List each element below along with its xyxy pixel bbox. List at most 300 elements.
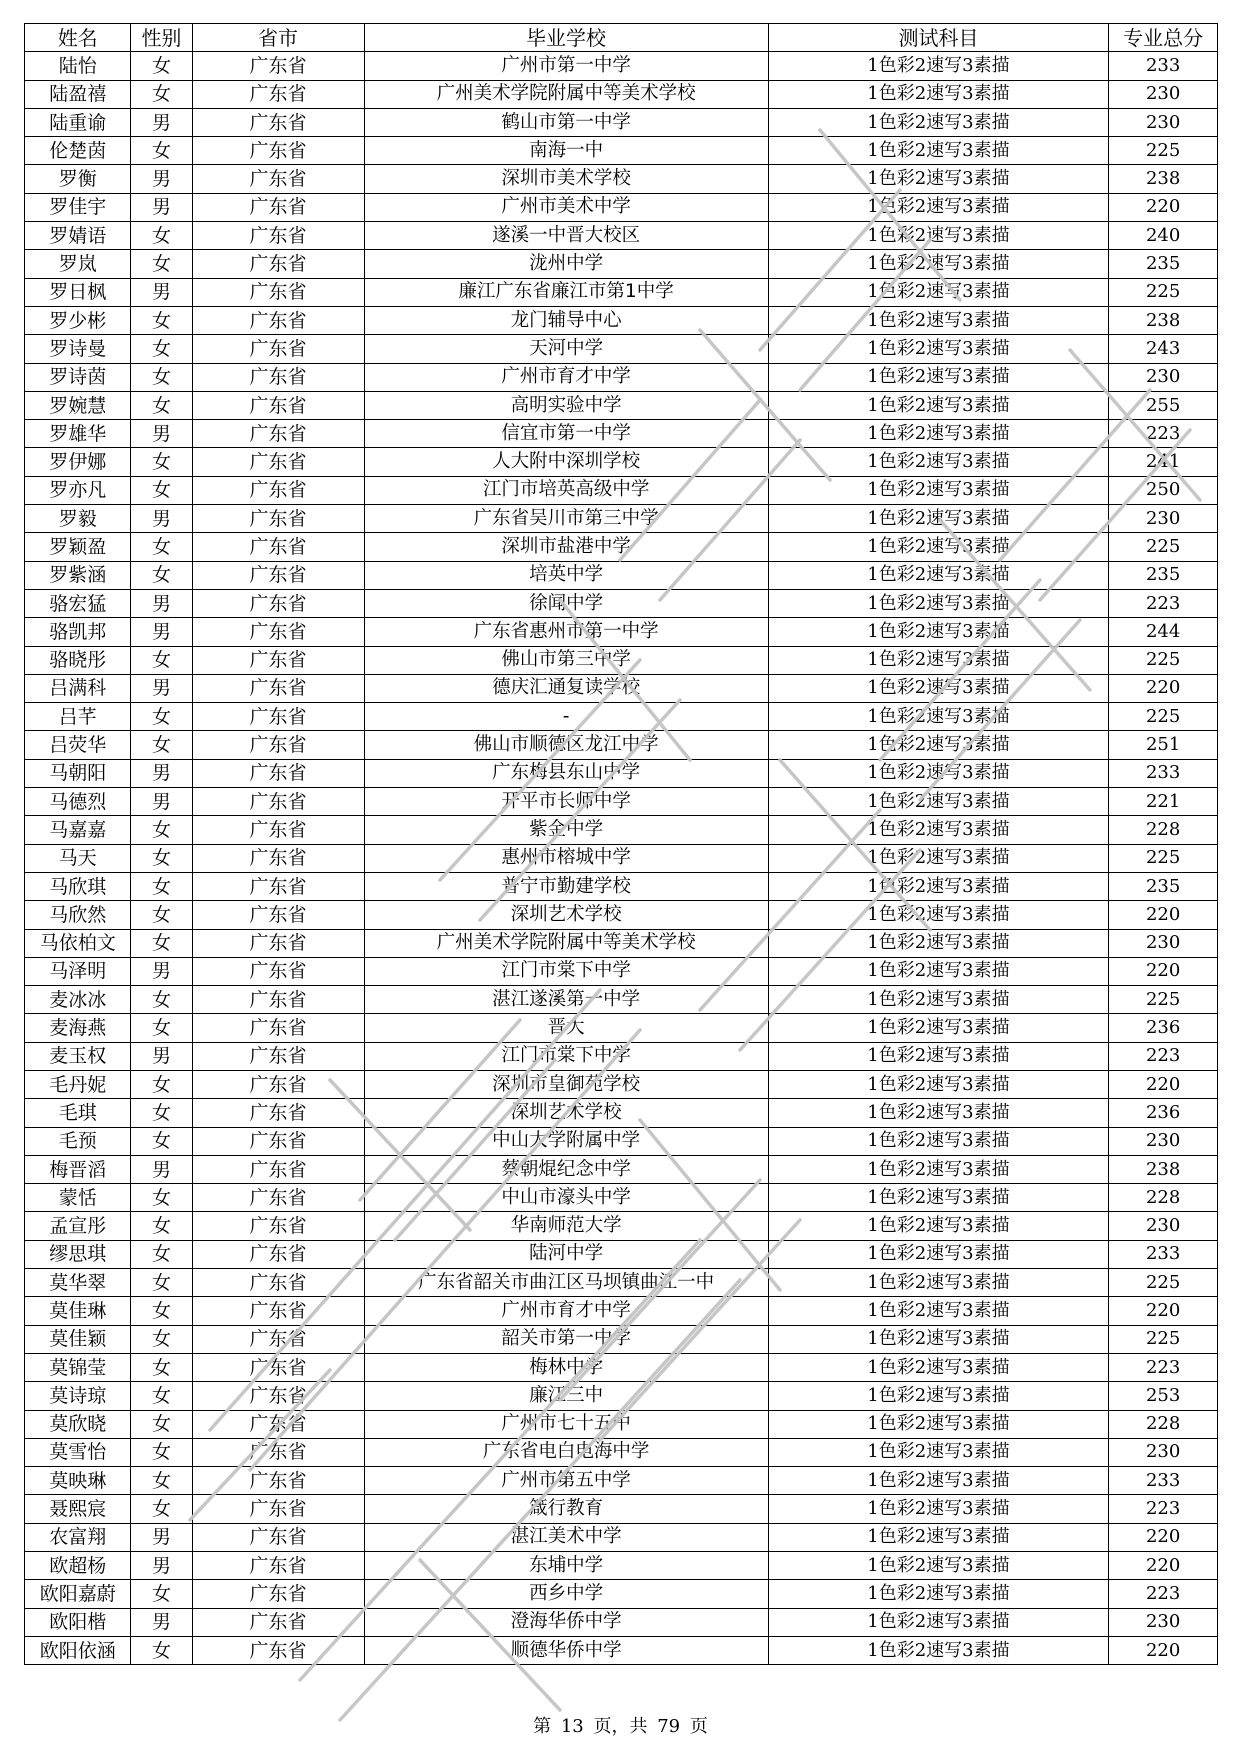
page-footer	[0, 1712, 1241, 1738]
cell-gender: 女	[131, 52, 192, 80]
table-row	[25, 1014, 1218, 1042]
cell-subject: 1色彩2速写3素描	[768, 1269, 1109, 1297]
footer-middle: 页，共	[593, 1716, 648, 1737]
table-row	[25, 646, 1218, 674]
table-row	[25, 1155, 1218, 1183]
cell-gender: 女	[131, 1410, 192, 1438]
header-name: 姓名	[25, 24, 131, 52]
table-row	[25, 420, 1218, 448]
cell-score: 220	[1109, 1552, 1218, 1580]
cell-gender: 女	[131, 1467, 192, 1495]
cell-name: 骆宏猛	[25, 589, 131, 617]
cell-name: 陆怡	[25, 52, 131, 80]
cell-score: 225	[1109, 533, 1218, 561]
cell-name: 毛琪	[25, 1099, 131, 1127]
cell-school: 南海一中	[364, 137, 768, 165]
cell-province: 广东省	[192, 108, 364, 136]
cell-score: 225	[1109, 1325, 1218, 1353]
cell-gender: 男	[131, 278, 192, 306]
header-school: 毕业学校	[364, 24, 768, 52]
cell-subject: 1色彩2速写3素描	[768, 788, 1109, 816]
cell-school: 高明实验中学	[364, 391, 768, 419]
cell-name: 马德烈	[25, 788, 131, 816]
cell-name: 罗佳宇	[25, 193, 131, 221]
cell-gender: 女	[131, 80, 192, 108]
cell-score: 235	[1109, 561, 1218, 589]
cell-school: 华南师范大学	[364, 1212, 768, 1240]
cell-gender: 男	[131, 618, 192, 646]
cell-score: 223	[1109, 1495, 1218, 1523]
table-row	[25, 391, 1218, 419]
cell-province: 广东省	[192, 1240, 364, 1268]
cell-score: 236	[1109, 1014, 1218, 1042]
table-row	[25, 901, 1218, 929]
cell-school: 江门市培英高级中学	[364, 476, 768, 504]
cell-subject: 1色彩2速写3素描	[768, 1608, 1109, 1636]
cell-subject: 1色彩2速写3素描	[768, 165, 1109, 193]
cell-province: 广东省	[192, 759, 364, 787]
cell-subject: 1色彩2速写3素描	[768, 1127, 1109, 1155]
cell-gender: 女	[131, 448, 192, 476]
cell-score: 220	[1109, 1636, 1218, 1664]
cell-name: 罗诗曼	[25, 335, 131, 363]
cell-subject: 1色彩2速写3素描	[768, 1523, 1109, 1551]
cell-gender: 男	[131, 1523, 192, 1551]
cell-province: 广东省	[192, 1523, 364, 1551]
table-row	[25, 1099, 1218, 1127]
cell-score: 223	[1109, 420, 1218, 448]
table-row	[25, 193, 1218, 221]
cell-name: 陆盈禧	[25, 80, 131, 108]
cell-school: 广东省吴川市第三中学	[364, 505, 768, 533]
cell-score: 235	[1109, 872, 1218, 900]
cell-name: 莫诗琼	[25, 1382, 131, 1410]
cell-score: 230	[1109, 1212, 1218, 1240]
cell-score: 230	[1109, 1127, 1218, 1155]
cell-name: 莫佳琳	[25, 1297, 131, 1325]
cell-gender: 男	[131, 674, 192, 702]
cell-school: 信宜市第一中学	[364, 420, 768, 448]
cell-name: 骆晓彤	[25, 646, 131, 674]
cell-school: 惠州市榕城中学	[364, 844, 768, 872]
cell-school: 广州美术学院附属中等美术学校	[364, 80, 768, 108]
cell-score: 228	[1109, 816, 1218, 844]
cell-school: 广州市育才中学	[364, 1297, 768, 1325]
cell-province: 广东省	[192, 1382, 364, 1410]
table-row	[25, 137, 1218, 165]
table-row	[25, 618, 1218, 646]
cell-school: 佛山市第三中学	[364, 646, 768, 674]
cell-province: 广东省	[192, 589, 364, 617]
cell-score: 225	[1109, 844, 1218, 872]
cell-name: 吕芊	[25, 703, 131, 731]
cell-gender: 女	[131, 1099, 192, 1127]
cell-score: 235	[1109, 250, 1218, 278]
cell-subject: 1色彩2速写3素描	[768, 108, 1109, 136]
table-row	[25, 844, 1218, 872]
table-row	[25, 561, 1218, 589]
cell-province: 广东省	[192, 533, 364, 561]
cell-name: 农富翔	[25, 1523, 131, 1551]
cell-school: 广州市育才中学	[364, 363, 768, 391]
cell-name: 莫佳颖	[25, 1325, 131, 1353]
table-row	[25, 759, 1218, 787]
cell-gender: 女	[131, 816, 192, 844]
cell-subject: 1色彩2速写3素描	[768, 1382, 1109, 1410]
cell-gender: 女	[131, 1580, 192, 1608]
table-row	[25, 1353, 1218, 1381]
table-row	[25, 108, 1218, 136]
table-row	[25, 1552, 1218, 1580]
cell-gender: 男	[131, 193, 192, 221]
cell-province: 广东省	[192, 1070, 364, 1098]
cell-subject: 1色彩2速写3素描	[768, 193, 1109, 221]
cell-province: 广东省	[192, 278, 364, 306]
table-row	[25, 1042, 1218, 1070]
cell-subject: 1色彩2速写3素描	[768, 1580, 1109, 1608]
cell-gender: 女	[131, 250, 192, 278]
cell-score: 230	[1109, 80, 1218, 108]
cell-gender: 女	[131, 533, 192, 561]
cell-school: 晋大	[364, 1014, 768, 1042]
footer-total-pages: 79	[657, 1716, 681, 1737]
cell-school: 天河中学	[364, 335, 768, 363]
table-row	[25, 1523, 1218, 1551]
cell-subject: 1色彩2速写3素描	[768, 476, 1109, 504]
table-row	[25, 306, 1218, 334]
table-row	[25, 448, 1218, 476]
cell-score: 223	[1109, 1580, 1218, 1608]
cell-subject: 1色彩2速写3素描	[768, 137, 1109, 165]
cell-score: 220	[1109, 957, 1218, 985]
cell-school: 广州美术学院附属中等美术学校	[364, 929, 768, 957]
cell-subject: 1色彩2速写3素描	[768, 363, 1109, 391]
cell-subject: 1色彩2速写3素描	[768, 391, 1109, 419]
table-row	[25, 1636, 1218, 1664]
cell-province: 广东省	[192, 222, 364, 250]
table-row	[25, 222, 1218, 250]
cell-school: 徐闻中学	[364, 589, 768, 617]
cell-gender: 女	[131, 1636, 192, 1664]
cell-school: 江门市棠下中学	[364, 1042, 768, 1070]
header-score: 专业总分	[1109, 24, 1218, 52]
cell-name: 马欣琪	[25, 872, 131, 900]
cell-school: 深圳市皇御苑学校	[364, 1070, 768, 1098]
cell-subject: 1色彩2速写3素描	[768, 674, 1109, 702]
cell-province: 广东省	[192, 363, 364, 391]
cell-subject: 1色彩2速写3素描	[768, 929, 1109, 957]
cell-gender: 女	[131, 1014, 192, 1042]
cell-gender: 男	[131, 165, 192, 193]
cell-name: 孟宣彤	[25, 1212, 131, 1240]
cell-province: 广东省	[192, 420, 364, 448]
cell-subject: 1色彩2速写3素描	[768, 816, 1109, 844]
cell-subject: 1色彩2速写3素描	[768, 1014, 1109, 1042]
cell-name: 蒙恬	[25, 1184, 131, 1212]
cell-gender: 女	[131, 1070, 192, 1098]
cell-province: 广东省	[192, 476, 364, 504]
cell-gender: 女	[131, 1438, 192, 1466]
cell-school: 顺德华侨中学	[364, 1636, 768, 1664]
cell-province: 广东省	[192, 986, 364, 1014]
cell-province: 广东省	[192, 872, 364, 900]
cell-subject: 1色彩2速写3素描	[768, 52, 1109, 80]
cell-province: 广东省	[192, 505, 364, 533]
cell-score: 220	[1109, 901, 1218, 929]
cell-gender: 女	[131, 1325, 192, 1353]
cell-score: 220	[1109, 674, 1218, 702]
cell-school: 泷州中学	[364, 250, 768, 278]
cell-gender: 女	[131, 222, 192, 250]
cell-gender: 女	[131, 901, 192, 929]
cell-school: 广州市第一中学	[364, 52, 768, 80]
table-row	[25, 1269, 1218, 1297]
cell-school: 广东梅县东山中学	[364, 759, 768, 787]
cell-score: 228	[1109, 1184, 1218, 1212]
cell-gender: 女	[131, 929, 192, 957]
cell-score: 255	[1109, 391, 1218, 419]
cell-name: 莫欣晓	[25, 1410, 131, 1438]
cell-gender: 男	[131, 788, 192, 816]
table-row	[25, 1212, 1218, 1240]
cell-subject: 1色彩2速写3素描	[768, 986, 1109, 1014]
cell-score: 251	[1109, 731, 1218, 759]
cell-gender: 女	[131, 646, 192, 674]
cell-school: 紫金中学	[364, 816, 768, 844]
cell-province: 广东省	[192, 448, 364, 476]
cell-subject: 1色彩2速写3素描	[768, 1297, 1109, 1325]
table-row	[25, 957, 1218, 985]
cell-score: 233	[1109, 52, 1218, 80]
footer-prefix: 第	[533, 1716, 552, 1737]
cell-school: 湛江遂溪第一中学	[364, 986, 768, 1014]
cell-province: 广东省	[192, 391, 364, 419]
cell-school: 深圳艺术学校	[364, 1099, 768, 1127]
cell-score: 220	[1109, 1070, 1218, 1098]
cell-province: 广东省	[192, 1099, 364, 1127]
cell-province: 广东省	[192, 901, 364, 929]
cell-gender: 男	[131, 759, 192, 787]
cell-subject: 1色彩2速写3素描	[768, 420, 1109, 448]
cell-subject: 1色彩2速写3素描	[768, 1353, 1109, 1381]
table-row	[25, 731, 1218, 759]
cell-subject: 1色彩2速写3素描	[768, 1325, 1109, 1353]
table-row	[25, 1240, 1218, 1268]
cell-gender: 女	[131, 872, 192, 900]
cell-gender: 女	[131, 844, 192, 872]
table-row	[25, 1608, 1218, 1636]
cell-name: 马泽明	[25, 957, 131, 985]
cell-name: 罗紫涵	[25, 561, 131, 589]
cell-score: 253	[1109, 1382, 1218, 1410]
cell-gender: 男	[131, 589, 192, 617]
cell-province: 广东省	[192, 731, 364, 759]
cell-gender: 女	[131, 391, 192, 419]
cell-school: 人大附中深圳学校	[364, 448, 768, 476]
cell-subject: 1色彩2速写3素描	[768, 1042, 1109, 1070]
cell-score: 238	[1109, 165, 1218, 193]
cell-subject: 1色彩2速写3素描	[768, 1070, 1109, 1098]
cell-province: 广东省	[192, 1297, 364, 1325]
cell-name: 麦冰冰	[25, 986, 131, 1014]
cell-school: 深圳市美术学校	[364, 165, 768, 193]
cell-name: 莫华翠	[25, 1269, 131, 1297]
table-row	[25, 476, 1218, 504]
cell-province: 广东省	[192, 703, 364, 731]
cell-subject: 1色彩2速写3素描	[768, 533, 1109, 561]
cell-gender: 女	[131, 1212, 192, 1240]
cell-subject: 1色彩2速写3素描	[768, 703, 1109, 731]
cell-province: 广东省	[192, 1014, 364, 1042]
cell-school: 东埔中学	[364, 1552, 768, 1580]
cell-name: 马欣然	[25, 901, 131, 929]
cell-school: 佛山市顺德区龙江中学	[364, 731, 768, 759]
cell-school: 德庆汇通复读学校	[364, 674, 768, 702]
cell-name: 莫雪怡	[25, 1438, 131, 1466]
cell-gender: 女	[131, 561, 192, 589]
table-row	[25, 1495, 1218, 1523]
cell-score: 240	[1109, 222, 1218, 250]
cell-gender: 男	[131, 420, 192, 448]
cell-name: 马依柏文	[25, 929, 131, 957]
cell-province: 广东省	[192, 1636, 364, 1664]
cell-province: 广东省	[192, 929, 364, 957]
cell-subject: 1色彩2速写3素描	[768, 731, 1109, 759]
cell-name: 欧阳嘉蔚	[25, 1580, 131, 1608]
cell-province: 广东省	[192, 1552, 364, 1580]
cell-gender: 女	[131, 306, 192, 334]
cell-name: 罗岚	[25, 250, 131, 278]
table-row	[25, 1410, 1218, 1438]
table-row	[25, 335, 1218, 363]
cell-gender: 女	[131, 1240, 192, 1268]
cell-score: 243	[1109, 335, 1218, 363]
cell-score: 225	[1109, 137, 1218, 165]
table-row	[25, 929, 1218, 957]
cell-school: -	[364, 703, 768, 731]
cell-school: 龙门辅导中心	[364, 306, 768, 334]
cell-school: 澄海华侨中学	[364, 1608, 768, 1636]
cell-school: 廉江三中	[364, 1382, 768, 1410]
cell-gender: 男	[131, 1042, 192, 1070]
cell-name: 欧阳依涵	[25, 1636, 131, 1664]
cell-province: 广东省	[192, 52, 364, 80]
table-row	[25, 1580, 1218, 1608]
footer-suffix: 页	[689, 1716, 708, 1737]
cell-score: 223	[1109, 589, 1218, 617]
cell-name: 罗日枫	[25, 278, 131, 306]
cell-gender: 女	[131, 731, 192, 759]
table-row	[25, 1325, 1218, 1353]
cell-score: 228	[1109, 1410, 1218, 1438]
cell-name: 马朝阳	[25, 759, 131, 787]
table-row	[25, 1438, 1218, 1466]
cell-score: 230	[1109, 1438, 1218, 1466]
cell-score: 233	[1109, 1467, 1218, 1495]
table-row	[25, 250, 1218, 278]
table-row	[25, 589, 1218, 617]
cell-province: 广东省	[192, 306, 364, 334]
cell-name: 罗亦凡	[25, 476, 131, 504]
cell-subject: 1色彩2速写3素描	[768, 1212, 1109, 1240]
cell-name: 罗婉慧	[25, 391, 131, 419]
cell-name: 毛预	[25, 1127, 131, 1155]
cell-score: 230	[1109, 505, 1218, 533]
cell-province: 广东省	[192, 1467, 364, 1495]
cell-subject: 1色彩2速写3素描	[768, 618, 1109, 646]
admission-table	[24, 23, 1218, 1665]
cell-subject: 1色彩2速写3素描	[768, 1467, 1109, 1495]
cell-name: 陆重谕	[25, 108, 131, 136]
cell-school: 培英中学	[364, 561, 768, 589]
cell-name: 罗雄华	[25, 420, 131, 448]
table-row	[25, 986, 1218, 1014]
cell-name: 吕满科	[25, 674, 131, 702]
cell-name: 聂熙宸	[25, 1495, 131, 1523]
cell-school: 中山市濠头中学	[364, 1184, 768, 1212]
cell-subject: 1色彩2速写3素描	[768, 589, 1109, 617]
cell-province: 广东省	[192, 250, 364, 278]
cell-province: 广东省	[192, 788, 364, 816]
cell-name: 罗少彬	[25, 306, 131, 334]
table-row	[25, 1297, 1218, 1325]
cell-school: 西乡中学	[364, 1580, 768, 1608]
cell-gender: 女	[131, 986, 192, 1014]
cell-gender: 男	[131, 1552, 192, 1580]
header-subject: 测试科目	[768, 24, 1109, 52]
cell-school: 广州市美术中学	[364, 193, 768, 221]
cell-subject: 1色彩2速写3素描	[768, 1240, 1109, 1268]
table-row	[25, 1070, 1218, 1098]
cell-gender: 女	[131, 137, 192, 165]
cell-subject: 1色彩2速写3素描	[768, 306, 1109, 334]
cell-gender: 女	[131, 1353, 192, 1381]
cell-subject: 1色彩2速写3素描	[768, 646, 1109, 674]
table-row	[25, 363, 1218, 391]
cell-score: 225	[1109, 1269, 1218, 1297]
cell-province: 广东省	[192, 1042, 364, 1070]
cell-school: 梅林中学	[364, 1353, 768, 1381]
cell-score: 225	[1109, 278, 1218, 306]
header-province: 省市	[192, 24, 364, 52]
table-row	[25, 505, 1218, 533]
cell-province: 广东省	[192, 80, 364, 108]
cell-subject: 1色彩2速写3素描	[768, 1552, 1109, 1580]
table-row	[25, 674, 1218, 702]
table-row	[25, 278, 1218, 306]
cell-score: 233	[1109, 759, 1218, 787]
cell-gender: 女	[131, 1184, 192, 1212]
table-header-row	[25, 24, 1218, 52]
cell-score: 225	[1109, 703, 1218, 731]
cell-province: 广东省	[192, 844, 364, 872]
cell-name: 罗伊娜	[25, 448, 131, 476]
cell-name: 莫锦莹	[25, 1353, 131, 1381]
cell-subject: 1色彩2速写3素描	[768, 278, 1109, 306]
cell-score: 233	[1109, 1240, 1218, 1268]
cell-name: 罗诗茵	[25, 363, 131, 391]
cell-gender: 女	[131, 703, 192, 731]
cell-school: 韶关市第一中学	[364, 1325, 768, 1353]
cell-province: 广东省	[192, 1410, 364, 1438]
cell-gender: 男	[131, 505, 192, 533]
cell-subject: 1色彩2速写3素描	[768, 222, 1109, 250]
cell-name: 欧阳楷	[25, 1608, 131, 1636]
cell-gender: 男	[131, 957, 192, 985]
cell-score: 250	[1109, 476, 1218, 504]
cell-score: 230	[1109, 1608, 1218, 1636]
cell-score: 220	[1109, 1523, 1218, 1551]
